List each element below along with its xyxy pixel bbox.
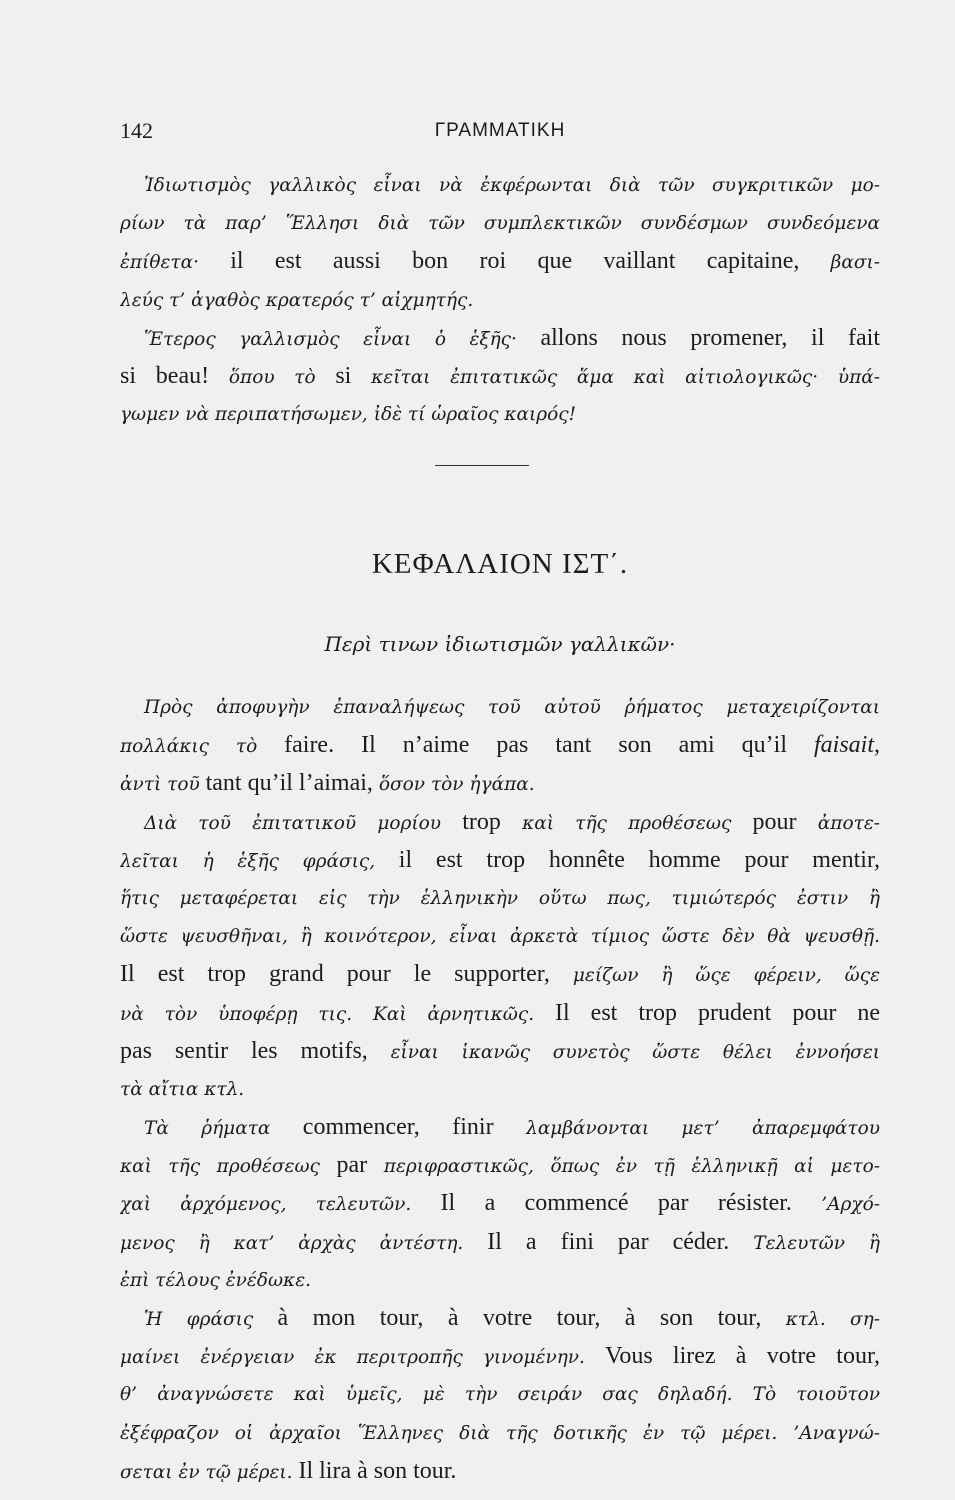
text-line bbox=[120, 917, 880, 955]
text-line bbox=[120, 395, 880, 433]
text-line bbox=[120, 1184, 880, 1222]
greek-text: ὅπου τὸ bbox=[228, 366, 336, 388]
text-line bbox=[120, 357, 880, 395]
french-text: trop bbox=[462, 808, 523, 835]
text-line bbox=[120, 1299, 880, 1337]
greek-text: ’Αρχό- bbox=[821, 1194, 880, 1216]
french-text: tant qu’il l’aimai, bbox=[205, 770, 379, 797]
greek-text: καὶ τῆς προθέσεως bbox=[522, 812, 753, 834]
text-line bbox=[120, 1032, 880, 1070]
text-line bbox=[120, 803, 880, 841]
greek-text: ἐπὶ τέλους ἐνέδωκε. bbox=[120, 1269, 311, 1291]
french-text: à mon tour, à votre tour, à son tour, bbox=[277, 1305, 786, 1331]
greek-text: Ἰδιωτισμὸς γαλλικὸς εἶναι νὰ ἐκφέρωνται διὰ τῶν συγκριτικῶν μο- bbox=[144, 175, 880, 196]
greek-text: σεται ἐν τῷ μέρει. bbox=[120, 1461, 299, 1483]
french-text: allons nous promener, il fait bbox=[540, 324, 880, 351]
text-line bbox=[120, 242, 880, 280]
greek-text: καὶ τῆς προθέσεως bbox=[120, 1156, 337, 1178]
text-line bbox=[120, 1070, 880, 1108]
greek-text: Ἡ φράσις bbox=[144, 1309, 278, 1330]
greek-text: ἀντὶ τοῦ bbox=[120, 774, 206, 796]
greek-text: ἥτις μεταφέρεται εἰς τὴν ἑλληνικὴν οὕτω πως, τιμιώτερός ἐστιν ἢ bbox=[120, 887, 880, 909]
text-line bbox=[120, 688, 880, 726]
running-title: ΓΡΑΜΜΑΤΙΚΗ bbox=[434, 120, 566, 141]
french-text: il est aussi bon roi que vaillant capitaine, bbox=[230, 248, 831, 275]
french-text: il est trop honnête homme pour mentir, bbox=[398, 846, 880, 873]
text-line bbox=[120, 1108, 880, 1146]
greek-text: νὰ τὸν ὑποφέρῃ τις. Καὶ ἀρνητικῶς. bbox=[120, 1003, 556, 1025]
french-text: faire. Il n’aime pas tant son ami qu’il bbox=[284, 732, 814, 759]
greek-text: ὥστε ψευσθῆναι, ἢ κοινότερον, εἶναι ἀρκετὰ τίμιος ὥστε δὲν θὰ ψευσθῇ. bbox=[120, 926, 880, 948]
french-text: pour bbox=[752, 808, 818, 835]
greek-text: ἀποτε- bbox=[817, 812, 880, 834]
greek-text: βασι- bbox=[830, 252, 880, 274]
text-line bbox=[120, 1414, 880, 1452]
greek-text: πολλάκις τὸ bbox=[120, 736, 285, 758]
greek-text: λεύς τ’ ἀγαθὸς κρατερός τ’ αἰχμητής. bbox=[120, 289, 474, 311]
french-text: Il lira à son tour. bbox=[298, 1457, 457, 1484]
greek-text: κεῖται ἐπιτατικῶς ἅμα καὶ αἰτιολογικῶς· ὑπά- bbox=[371, 366, 880, 388]
french-text: faisait, bbox=[814, 732, 880, 759]
greek-text: Πρὸς ἀποφυγὴν ἐπαναλήψεως τοῦ αὐτοῦ ῥήματος μεταχειρίζονται bbox=[144, 697, 880, 718]
chapter-title: ΚΕΦΑΛΑΙΟΝ ΙΣΤ΄. bbox=[371, 548, 629, 580]
text-line bbox=[120, 1261, 880, 1299]
text-line bbox=[120, 726, 880, 764]
french-text: Il a commencé par résister. bbox=[440, 1190, 822, 1217]
greek-text: ρίων τὰ παρ’ Ἕλλησι διὰ τῶν συμπλεκτικῶν συνδέσμων συνδεόμενα bbox=[120, 213, 880, 235]
french-text: si bbox=[335, 362, 372, 389]
text-line bbox=[120, 1452, 880, 1490]
greek-text: γωμεν νὰ περιπατήσωμεν, ἰδὲ τί ὡραῖος καιρός! bbox=[120, 404, 577, 426]
french-text: Vous lirez à votre tour, bbox=[605, 1343, 880, 1370]
greek-text: θ’ ἀναγνώσετε καὶ ὑμεῖς, μὲ τὴν σειράν σας δηλαδή. Τὸ τοιοῦτον bbox=[120, 1384, 880, 1406]
text-line bbox=[120, 879, 880, 917]
french-text: commencer, finir bbox=[302, 1114, 527, 1141]
text-line bbox=[120, 841, 880, 879]
section-divider bbox=[435, 465, 529, 466]
french-text: Il est trop grand pour le supporter, bbox=[120, 961, 573, 988]
greek-text: τὰ αἴτια κτλ. bbox=[120, 1078, 245, 1100]
greek-text: ἐξέφραζον οἱ ἀρχαῖοι Ἕλληνες διὰ τῆς δοτικῆς ἐν τῷ μέρει. ’Αναγνώ- bbox=[120, 1422, 880, 1444]
greek-text: μαίνει ἐνέργειαν ἐκ περιτροπῆς γινομένην. bbox=[120, 1347, 606, 1369]
french-text: Il est trop prudent pour ne bbox=[555, 999, 880, 1026]
text-line bbox=[120, 1146, 880, 1184]
text-line bbox=[120, 1375, 880, 1413]
french-text: pas sentir les motifs, bbox=[120, 1037, 391, 1064]
greek-text: ὅσον τὸν ἠγάπα. bbox=[378, 774, 535, 796]
french-text: par bbox=[336, 1152, 384, 1179]
greek-text: λεῖται ἡ ἑξῆς φράσις, bbox=[120, 850, 399, 872]
text-line bbox=[120, 1223, 880, 1261]
text-line bbox=[120, 764, 880, 802]
chapter-subtitle: Περὶ τινων ἰδιωτισμῶν γαλλικῶν· bbox=[324, 632, 676, 656]
text-line bbox=[120, 204, 880, 242]
greek-text: Διὰ τοῦ ἐπιτατικοῦ μορίου bbox=[144, 812, 463, 834]
text-line bbox=[120, 319, 880, 357]
greek-text: κτλ. ση- bbox=[785, 1309, 880, 1330]
greek-text: Τὰ ῥήματα bbox=[144, 1118, 303, 1140]
text-line bbox=[120, 166, 880, 204]
text-line bbox=[120, 1337, 880, 1375]
text-line bbox=[120, 994, 880, 1032]
french-text: si beau! bbox=[120, 362, 229, 389]
paragraph-block-1 bbox=[120, 166, 880, 433]
greek-text: μενος ἢ κατ’ ἀρχὰς ἀντέστη. bbox=[120, 1232, 488, 1254]
paragraph-block-2 bbox=[120, 688, 880, 1490]
page-header bbox=[120, 118, 880, 148]
text-line bbox=[120, 955, 880, 993]
greek-text: μείζων ἢ ὥςε φέρειν, ὥςε bbox=[572, 965, 880, 987]
french-text: Il a fini par céder. bbox=[487, 1228, 754, 1255]
greek-text: περιφραστικῶς, ὅπως ἐν τῇ ἑλληνικῇ αἱ μετο- bbox=[383, 1156, 880, 1178]
greek-text: χαὶ ἀρχόμενος, τελευτῶν. bbox=[120, 1194, 441, 1216]
greek-text: ἐπίθετα· bbox=[120, 252, 231, 274]
greek-text: Ἕτερος γαλλισμὸς εἶναι ὁ ἑξῆς· bbox=[144, 328, 541, 350]
greek-text: Τελευτῶν ἢ bbox=[753, 1232, 880, 1254]
text-line bbox=[120, 281, 880, 319]
greek-text: λαμβάνονται μετ’ ἀπαρεμφάτου bbox=[526, 1118, 880, 1140]
page-number: 142 bbox=[120, 118, 153, 143]
greek-text: εἶναι ἱκανῶς συνετὸς ὥστε θέλει ἐννοήσει bbox=[390, 1041, 880, 1063]
